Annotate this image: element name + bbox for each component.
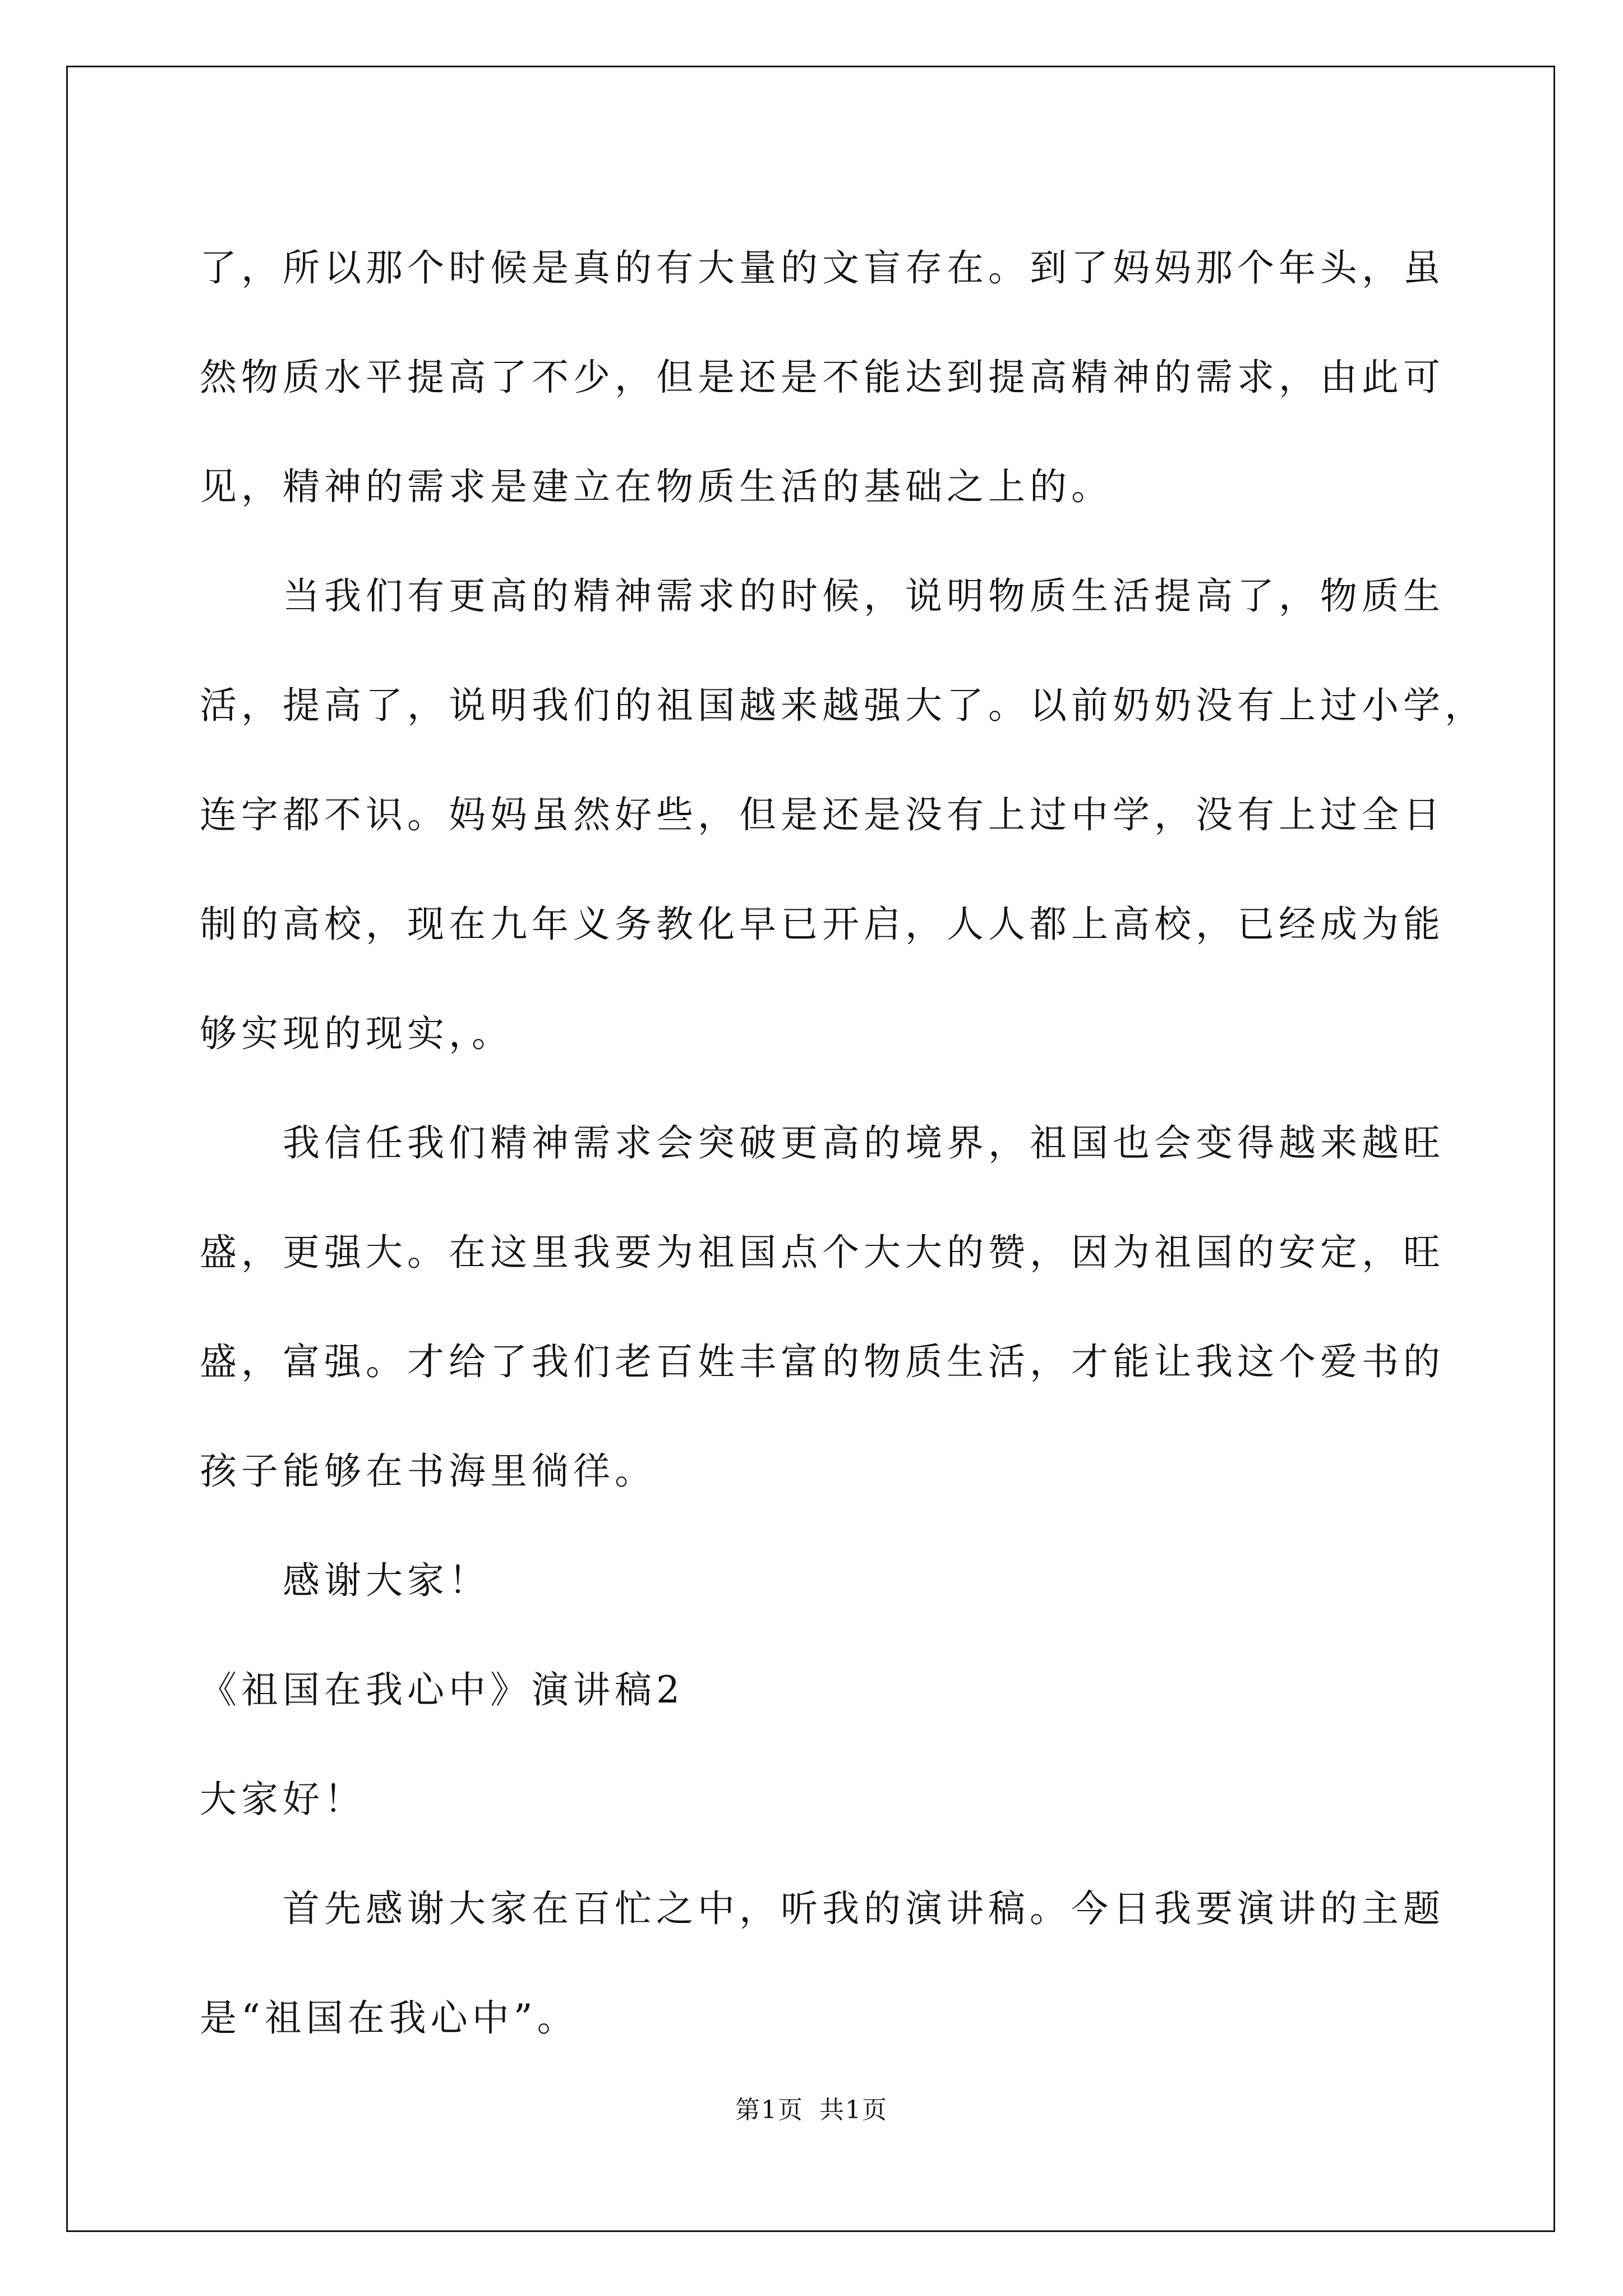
greeting xyxy=(200,1745,1456,1854)
text-line: 大家好！ xyxy=(200,1778,366,1821)
section-title xyxy=(200,1635,1456,1745)
paragraph xyxy=(200,213,1456,541)
text-line: 活，提高了，说明我们的祖国越来越强大了。以前奶奶没有上过小学， xyxy=(200,684,1486,727)
page-number: 第1页 xyxy=(735,2096,804,2124)
text-line: 我信任我们精神需求会突破更高的境界，祖国也会变得越来越旺 xyxy=(283,1121,1445,1165)
text-line: 够实现的现实，。 xyxy=(200,1012,513,1055)
paragraph xyxy=(200,541,1486,1088)
text-line: 然物质水平提高了不少，但是还是不能达到提高精神的需求，由此可 xyxy=(200,356,1445,399)
text-line: 见，精神的需求是建立在物质生活的基础之上的。 xyxy=(200,465,1113,508)
text-line: 盛，富强。才给了我们老百姓丰富的物质生活，才能让我这个爱书的 xyxy=(200,1340,1445,1383)
text-line: 首先感谢大家在百忙之中，听我的演讲稿。今日我要演讲的主题 xyxy=(283,1887,1445,1930)
paragraph xyxy=(200,1088,1456,1526)
text-line: 《祖国在我心中》演讲稿2 xyxy=(200,1668,684,1711)
text-line: 感谢大家！ xyxy=(283,1559,490,1602)
text-line: 了，所以那个时候是真的有大量的文盲存在。到了妈妈那个年头，虽 xyxy=(200,246,1445,289)
paragraph xyxy=(200,1854,1456,2073)
document-body xyxy=(200,213,1486,2073)
closing-thanks xyxy=(200,1526,1456,1635)
page-total: 共1页 xyxy=(819,2096,888,2124)
text-line: 是“祖国在我心中”。 xyxy=(200,1996,579,2040)
text-line: 连字都不识。妈妈虽然好些，但是还是没有上过中学，没有上过全日 xyxy=(200,793,1445,836)
text-line: 当我们有更高的精神需求的时候，说明物质生活提高了，物质生 xyxy=(283,574,1445,618)
page-footer xyxy=(0,2090,1623,2125)
text-line: 盛，更强大。在这里我要为祖国点个大大的赞，因为祖国的安定，旺 xyxy=(200,1231,1445,1274)
text-line: 孩子能够在书海里徜徉。 xyxy=(200,1450,656,1493)
text-line: 制的高校，现在九年义务教化早已开启，人人都上高校，已经成为能 xyxy=(200,903,1445,946)
